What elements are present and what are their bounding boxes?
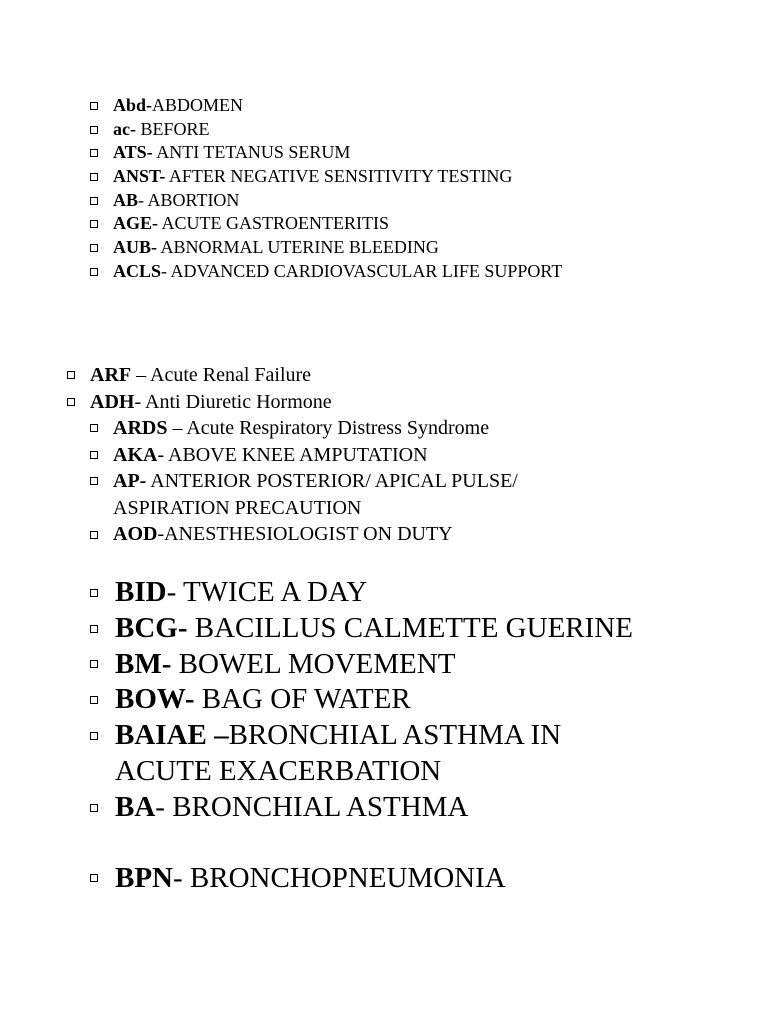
square-bullet-icon [90, 625, 98, 633]
abbreviation: AGE- [113, 213, 158, 234]
definition: BRONCHIAL ASTHMA IN ACUTE EXACERBATION [115, 719, 562, 787]
abbreviation-list-a-nested [113, 415, 583, 548]
list-item [115, 718, 595, 790]
list-item [113, 94, 562, 118]
list-item [115, 682, 633, 718]
abbreviation-list-a-outer [90, 362, 332, 415]
square-bullet-icon [90, 874, 98, 882]
definition: BEFORE [135, 118, 210, 139]
abbreviation: AP- [113, 470, 147, 493]
square-bullet-icon [90, 732, 98, 740]
definition: - BRONCHOPNEUMONIA [173, 861, 506, 894]
abbreviation: ac- [113, 118, 136, 139]
square-bullet-icon [90, 173, 98, 181]
abbreviation: BAIAE – [115, 719, 229, 752]
list-item [115, 575, 633, 611]
definition: ANTI TETANUS SERUM [152, 142, 351, 163]
list-item [115, 790, 633, 826]
definition: AFTER NEGATIVE SENSITIVITY TESTING [165, 166, 513, 187]
square-bullet-icon [90, 804, 98, 812]
abbreviation-list-b-large [115, 575, 633, 896]
list-item [113, 468, 583, 521]
definition: - TWICE A DAY [166, 576, 368, 608]
list-item [115, 861, 633, 897]
list-item [113, 236, 562, 260]
abbreviation: BID [115, 576, 167, 608]
definition: – Acute Renal Failure [131, 364, 312, 386]
square-bullet-icon [90, 244, 98, 252]
square-bullet-icon [90, 477, 98, 485]
abbreviation: AOD [113, 523, 158, 546]
list-item [115, 611, 633, 647]
definition: -ANESTHESIOLOGIST ON DUTY [157, 523, 453, 546]
abbreviation: AUB- [113, 237, 157, 258]
abbreviation: BA [115, 790, 156, 823]
square-bullet-icon [90, 696, 98, 704]
definition: - ABORTION [138, 189, 240, 210]
list-item [113, 415, 583, 442]
square-bullet-icon [67, 371, 75, 379]
definition: – Acute Respiratory Distress Syndrome [167, 417, 490, 439]
abbreviation: ADH [90, 390, 135, 413]
list-item [90, 389, 332, 416]
definition: ABDOMEN [152, 95, 244, 115]
definition: BOWEL MOVEMENT [171, 647, 456, 680]
square-bullet-icon [90, 126, 98, 134]
definition: - Anti Diuretic Hormone [134, 390, 332, 413]
abbreviation: BPN [115, 861, 173, 894]
square-bullet-icon [67, 398, 75, 406]
abbreviation-list-a-small [113, 94, 562, 284]
abbreviation: ACLS [113, 260, 162, 281]
abbreviation: ARDS [113, 417, 168, 439]
abbreviation: ANST- [113, 166, 166, 187]
definition: ACUTE GASTROENTERITIS [158, 213, 389, 234]
square-bullet-icon [90, 451, 98, 459]
definition: ANTERIOR POSTERIOR/ APICAL PULSE/ ASPIRATION PRECAUTION [113, 470, 518, 519]
square-bullet-icon [90, 589, 98, 597]
list-item [113, 165, 562, 189]
list-item [113, 442, 583, 469]
list-item [113, 521, 583, 548]
list-item [90, 362, 332, 389]
list-item [113, 212, 562, 236]
abbreviation: AB [113, 189, 139, 210]
abbreviation: BOW- [115, 683, 195, 716]
list-item [113, 189, 562, 213]
square-bullet-icon [90, 268, 98, 276]
list-item [115, 647, 633, 683]
abbreviation: ARF [90, 364, 132, 386]
definition: BAG OF WATER [194, 683, 411, 716]
definition: - ADVANCED CARDIOVASCULAR LIFE SUPPORT [161, 260, 563, 281]
list-item [113, 141, 562, 165]
definition: - BRONCHIAL ASTHMA [155, 790, 469, 823]
square-bullet-icon [90, 531, 98, 539]
square-bullet-icon [90, 660, 98, 668]
square-bullet-icon [90, 220, 98, 228]
square-bullet-icon [90, 197, 98, 205]
abbreviation: Abd- [113, 95, 153, 115]
abbreviation: BCG- [115, 611, 188, 644]
definition: - ABOVE KNEE AMPUTATION [157, 443, 428, 466]
abbreviation: ATS- [113, 142, 153, 163]
square-bullet-icon [90, 424, 98, 432]
abbreviation: AKA [113, 443, 158, 466]
definition: BACILLUS CALMETTE GUERINE [187, 611, 633, 644]
abbreviation: BM- [115, 647, 172, 680]
square-bullet-icon [90, 149, 98, 157]
list-item [113, 118, 562, 142]
square-bullet-icon [90, 102, 98, 110]
definition: ABNORMAL UTERINE BLEEDING [157, 237, 439, 258]
list-item [113, 260, 562, 284]
